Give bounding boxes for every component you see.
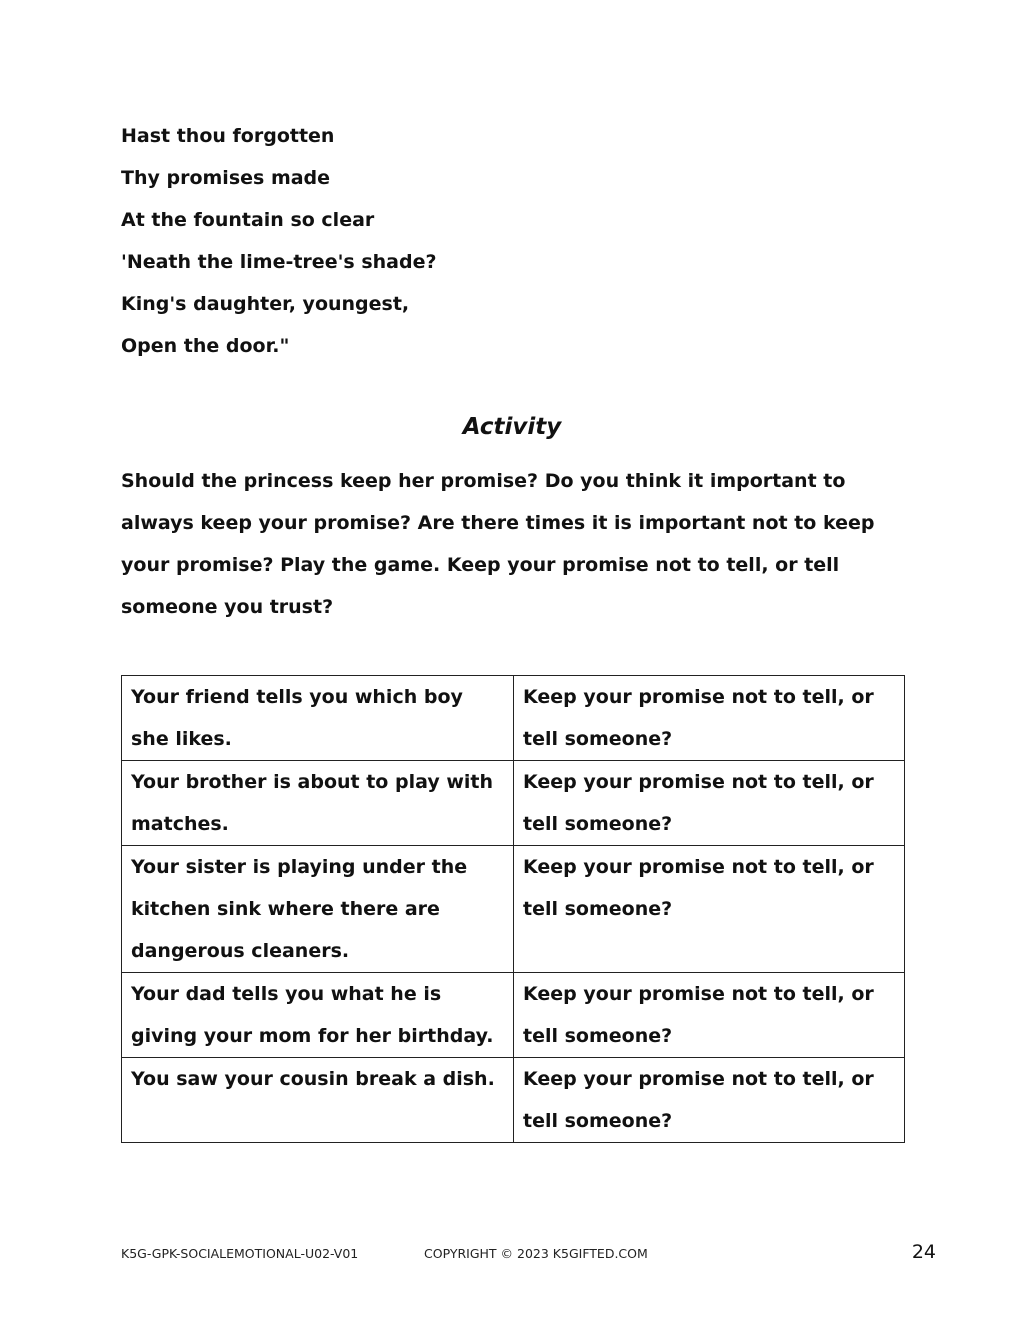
poem-line: Open the door." [121, 335, 290, 357]
table-row [122, 973, 905, 1058]
poem-line: Hast thou forgotten [121, 125, 335, 147]
page-number: 24 [911, 1241, 936, 1263]
promise-game-table [121, 675, 905, 1143]
document-code: K5G-GPK-SOCIALEMOTIONAL-U02-V01 [121, 1246, 359, 1261]
poem-line: 'Neath the lime-tree's shade? [121, 251, 437, 273]
poem-line: King's daughter, youngest, [121, 293, 410, 315]
table-row [122, 1058, 905, 1143]
scenario-cell: You saw your cousin break a dish. [122, 1058, 514, 1143]
activity-instructions: Should the princess keep her promise? Do you think it important to always keep your promise? Are there times it is important not to keep your promise? Play the game. Keep your promise not to tell, or tell someone you trust? [121, 470, 875, 618]
copyright-notice: COPYRIGHT © 2023 K5GIFTED.COM [424, 1246, 648, 1261]
table-row [122, 676, 905, 761]
question-cell: Keep your promise not to tell, or tell someone? [514, 1058, 905, 1143]
question-cell: Keep your promise not to tell, or tell someone? [514, 973, 905, 1058]
question-cell: Keep your promise not to tell, or tell someone? [514, 846, 905, 973]
question-cell: Keep your promise not to tell, or tell someone? [514, 761, 905, 846]
poem-line: Thy promises made [121, 167, 331, 189]
poem-stanza [121, 118, 437, 370]
question-cell: Keep your promise not to tell, or tell someone? [514, 676, 905, 761]
scenario-cell: Your dad tells you what he is giving your mom for her birthday. [122, 973, 514, 1058]
table-row [122, 846, 905, 973]
table-row [122, 761, 905, 846]
scenario-cell: Your friend tells you which boy she likes. [122, 676, 514, 761]
scenario-cell: Your sister is playing under the kitchen sink where there are dangerous cleaners. [122, 846, 514, 973]
scenario-cell: Your brother is about to play with matches. [122, 761, 514, 846]
activity-heading: Activity [462, 414, 562, 440]
poem-line: At the fountain so clear [121, 209, 375, 231]
